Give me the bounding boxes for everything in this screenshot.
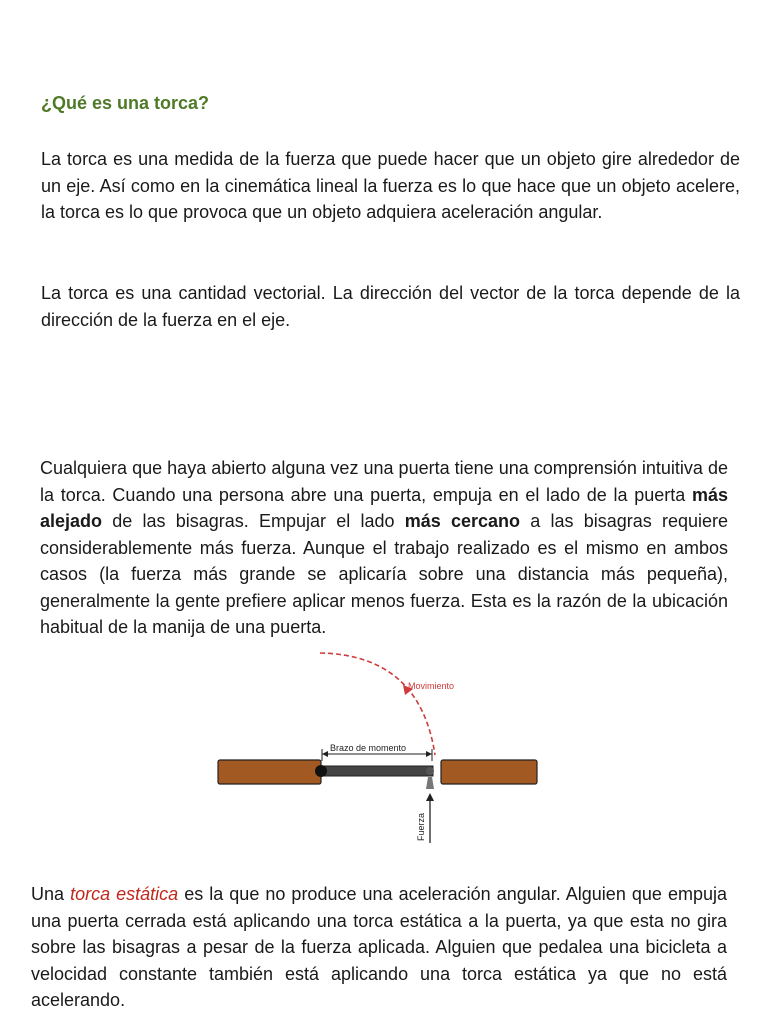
wall-right (441, 760, 537, 784)
paragraph-definition: La torca es una medida de la fuerza que puede hacer que un objeto gire alrededor de un eje. Así como en la cinemática lineal la fuerza es lo que hace que un objeto acelere, la torca es lo que provoca que un objeto adquiera aceleración angular. (41, 149, 740, 222)
force-arrowhead (426, 793, 434, 801)
text-span: a las bisagras requiere considerablemente más fuerza. Aunque el trabajo realizado es el mismo en ambos casos (la fuerza más grande se aplicaría sobre una distancia más pequeña), generalmente la gente prefiere aplicar menos fuerza. Esta es la razón de la ubicación habitual de la manija de una puerta. (40, 511, 728, 637)
bold-term-near: más cercano (404, 511, 521, 531)
moment-arm-label: Brazo de momento (330, 743, 407, 753)
paragraph-static-torque (31, 881, 727, 1014)
arm-arrow-right (426, 751, 432, 757)
bold-term-far: más alejado (40, 484, 728, 531)
wall-left (218, 760, 321, 784)
paragraph-vector: La torca es una cantidad vectorial. La dirección del vector de la torca depende de la dirección de la fuerza en el eje. (41, 283, 740, 330)
section-heading: ¿Qué es una torca? (41, 93, 210, 113)
text-span: Cualquiera que haya abierto alguna vez una puerta tiene una comprensión intuitiva de la torca. Cuando una persona abre una puerta, empuja en el lado de la puerta (40, 458, 728, 505)
force-label: Fuerza (416, 812, 426, 841)
text-span: de las bisagras. Empujar el lado (102, 511, 405, 531)
handle-knob (426, 767, 434, 775)
italic-term-static-torque: torca estática (70, 884, 179, 904)
handle-stem (426, 777, 434, 789)
door-bar (322, 766, 433, 776)
text-span: Una (31, 884, 71, 904)
paragraph-door-example (40, 455, 728, 641)
movement-arc (320, 653, 435, 755)
movement-label: Movimiento (408, 681, 455, 691)
arm-arrow-left (322, 751, 328, 757)
hinge (315, 765, 327, 777)
torque-door-diagram (210, 645, 550, 850)
text-span: es la que no produce una aceleración angular. Alguien que empuja una puerta cerrada está aplicando una torca estática a la puerta, ya que esta no gira sobre las bisagras a pesar de la fuerza aplicada. Alguien que pedalea una bicicleta a velocidad constante también está aplicando una torca estática ya que no está acelerando. (31, 884, 727, 1010)
